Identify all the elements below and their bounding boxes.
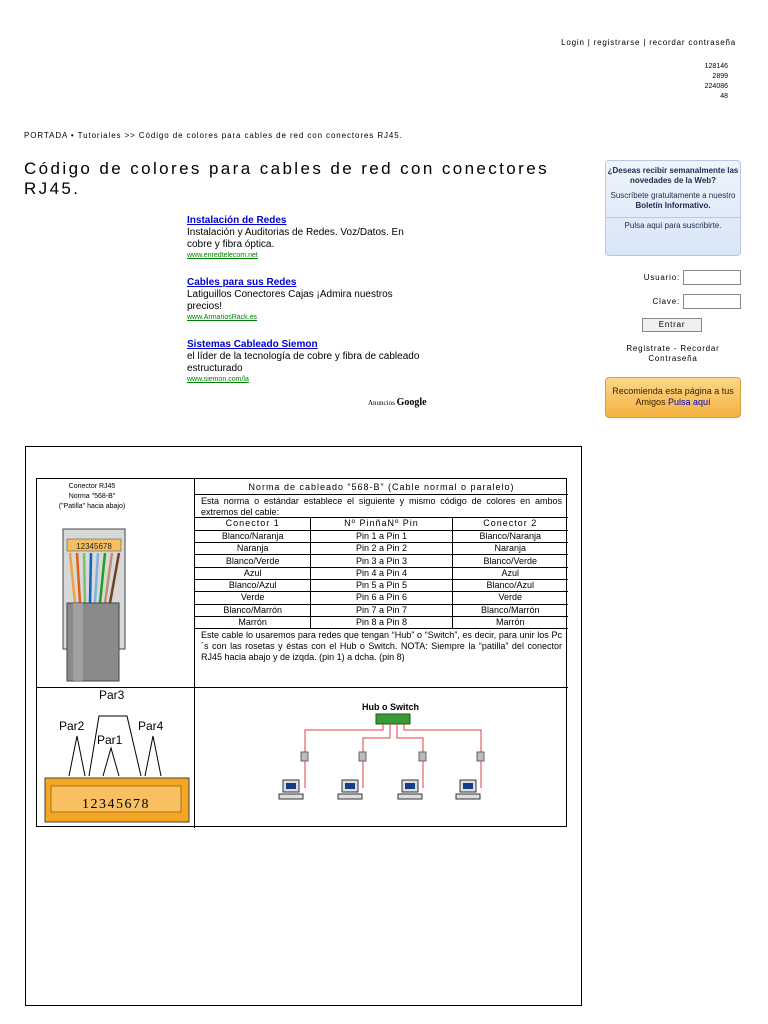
ad-url-link[interactable]: www.siemon.com/la: [187, 376, 249, 383]
connector-note: ("Patilla" hacia abajo): [58, 503, 126, 510]
password-label: Clave:: [652, 297, 680, 306]
hub-network-cell: [195, 688, 568, 828]
table-cell: Marrón: [195, 616, 311, 628]
table-cell: Blanco/Naranja: [195, 530, 311, 542]
ad-title-link[interactable]: Cables para sus Redes: [187, 277, 297, 288]
login-extra-links: [605, 344, 741, 364]
table-cell: Pin 3 a Pin 3: [311, 555, 452, 567]
username-label: Usuario:: [643, 273, 680, 282]
table-cell: Verde: [195, 592, 311, 604]
column-header: Conector 1: [195, 518, 311, 530]
breadcrumb-separator: >>: [124, 131, 136, 140]
link-separator: |: [643, 38, 647, 47]
newsletter-name: Boletín Informativo.: [635, 201, 711, 210]
pair-2-label: Par2: [59, 719, 85, 733]
hub-label: Hub o Switch: [362, 702, 419, 712]
table-row: [195, 567, 568, 579]
username-input[interactable]: [683, 270, 741, 285]
ad-description: Instalación y Auditorias de Redes. Voz/Datos. En cobre y fibra óptica.: [187, 227, 404, 250]
breadcrumb-current: Código de colores para cables de red con conectores RJ45.: [138, 131, 403, 140]
pairs-diagram-cell: [37, 688, 195, 828]
table-cell: Azul: [452, 567, 568, 579]
table-cell: Blanco/Verde: [195, 555, 311, 567]
pairs-pin-digits: 12345678: [82, 797, 150, 812]
counter-value: 128146: [704, 63, 728, 70]
table-header-row: [195, 518, 568, 530]
username-row: [605, 270, 741, 285]
table-cell: Pin 5 a Pin 5: [311, 579, 452, 591]
standard-title: Norma de cableado “568-B” (Cable normal o paralelo): [195, 479, 568, 495]
ad-description: el líder de la tecnología de cobre y fibra de cableado estructurado: [187, 351, 420, 374]
google-ads-label[interactable]: [368, 397, 427, 408]
password-row: [605, 294, 741, 309]
color-code-table: [195, 518, 568, 629]
login-form: [605, 270, 741, 363]
rj45-connector-cell: [37, 479, 195, 688]
table-row: [195, 543, 568, 555]
ad-item: [187, 215, 422, 261]
table-cell: Marrón: [452, 616, 568, 628]
table-cell: Blanco/Marrón: [195, 604, 311, 616]
table-cell: Pin 1 a Pin 1: [311, 530, 452, 542]
google-logo: Google: [396, 397, 427, 408]
register-link[interactable]: Registrate: [626, 344, 671, 353]
table-cell: Pin 4 a Pin 4: [311, 567, 452, 579]
login-link[interactable]: Login: [561, 38, 585, 47]
newsletter-subscribe-link[interactable]: Pulsa aquí para suscribirte.: [606, 217, 740, 231]
link-separator: |: [587, 38, 591, 47]
pair-3-label: Par3: [99, 688, 125, 702]
google-ads-prefix: Anuncios: [368, 399, 395, 407]
counter-value: 2899: [712, 73, 728, 80]
table-row: [195, 616, 568, 628]
table-row: [195, 530, 568, 542]
pairs-diagram: [37, 688, 194, 827]
table-cell: Blanco/Azul: [452, 579, 568, 591]
breadcrumb-home[interactable]: PORTADA: [24, 131, 68, 140]
connector-norm: Norma "568-B": [68, 493, 116, 500]
standard-cell: [195, 479, 568, 688]
ad-title-link[interactable]: Sistemas Cableado Siemon: [187, 339, 318, 350]
ad-url-link[interactable]: www.enredtelecom.net: [187, 252, 258, 259]
ad-description: Latiguillos Conectores Cajas ¡Admira nuestros precios!: [187, 289, 393, 312]
recommend-banner[interactable]: [605, 377, 741, 418]
register-link[interactable]: registrarse: [593, 38, 641, 47]
ad-item: [187, 277, 422, 323]
newsletter-headline: ¿Deseas recibir semanalmente las novedades de la Web?: [607, 166, 739, 185]
standard-note: Este cable lo usaremos para redes que tengan “Hub” o “Switch”, es decir, para unir los Pc´s con las rosetas y éstas con el Hub o Switch. NOTA: Siempre la “patilla” del conector RJ45 hacia abajo y de izqda. (pin 1) a dcha. (pin 8): [201, 630, 562, 663]
link-separator: -: [673, 344, 678, 353]
table-cell: Azul: [195, 567, 311, 579]
recommend-link[interactable]: Pulsa aquí: [668, 397, 711, 407]
standard-description: Esta norma o estándar establece el siguiente y mismo código de colores en ambos extremos del cable:: [195, 495, 568, 518]
remember-password-link[interactable]: recordar contraseña: [649, 38, 736, 47]
table-row: [195, 592, 568, 604]
table-cell: Blanco/Verde: [452, 555, 568, 567]
newsletter-banner[interactable]: [605, 160, 741, 256]
pair-1-label: Par1: [97, 733, 123, 747]
rj45-connector-image: [37, 479, 194, 687]
breadcrumb: [24, 131, 403, 140]
counter-value: 48: [720, 93, 728, 100]
ad-item: [187, 339, 422, 385]
table-cell: Blanco/Marrón: [452, 604, 568, 616]
table-row: [195, 555, 568, 567]
hub-network-diagram: [195, 688, 567, 827]
table-row: [195, 579, 568, 591]
table-cell: Verde: [452, 592, 568, 604]
connector-title: Conector RJ45: [68, 483, 116, 490]
login-submit-button[interactable]: Entrar: [642, 318, 702, 332]
connector-pin-digits: 12345678: [76, 542, 112, 551]
table-cell: Blanco/Naranja: [452, 530, 568, 542]
remember-password-link[interactable]: Recordar Contraseña: [648, 344, 720, 363]
pair-4-label: Par4: [138, 719, 164, 733]
visit-counters: [705, 62, 728, 102]
table-cell: Blanco/Azul: [195, 579, 311, 591]
password-input[interactable]: [683, 294, 741, 309]
table-cell: Pin 8 a Pin 8: [311, 616, 452, 628]
breadcrumb-tutorials[interactable]: Tutoriales: [77, 131, 122, 140]
ad-title-link[interactable]: Instalación de Redes: [187, 215, 287, 226]
wiring-table: [36, 478, 567, 827]
ads-block: [187, 215, 422, 401]
table-cell: Pin 2 a Pin 2: [311, 543, 452, 555]
table-row: [195, 604, 568, 616]
table-cell: Pin 6 a Pin 6: [311, 592, 452, 604]
counter-value: 224086: [704, 83, 728, 90]
column-header: Conector 2: [452, 518, 568, 530]
page-title: Código de colores para cables de red con conectores RJ45.: [24, 159, 549, 198]
breadcrumb-separator: •: [70, 131, 75, 140]
recommend-text: Recomienda esta página a tus Amigos: [612, 386, 734, 407]
table-cell: Naranja: [195, 543, 311, 555]
column-header: Nº PinñaNº Pin: [311, 518, 452, 530]
ad-url-link[interactable]: www.ArmariosRack.es: [187, 314, 258, 321]
top-user-links: [561, 38, 736, 47]
table-cell: Pin 7 a Pin 7: [311, 604, 452, 616]
table-cell: Naranja: [452, 543, 568, 555]
newsletter-subtext: Suscríbete gratuitamente a nuestro: [610, 191, 736, 200]
